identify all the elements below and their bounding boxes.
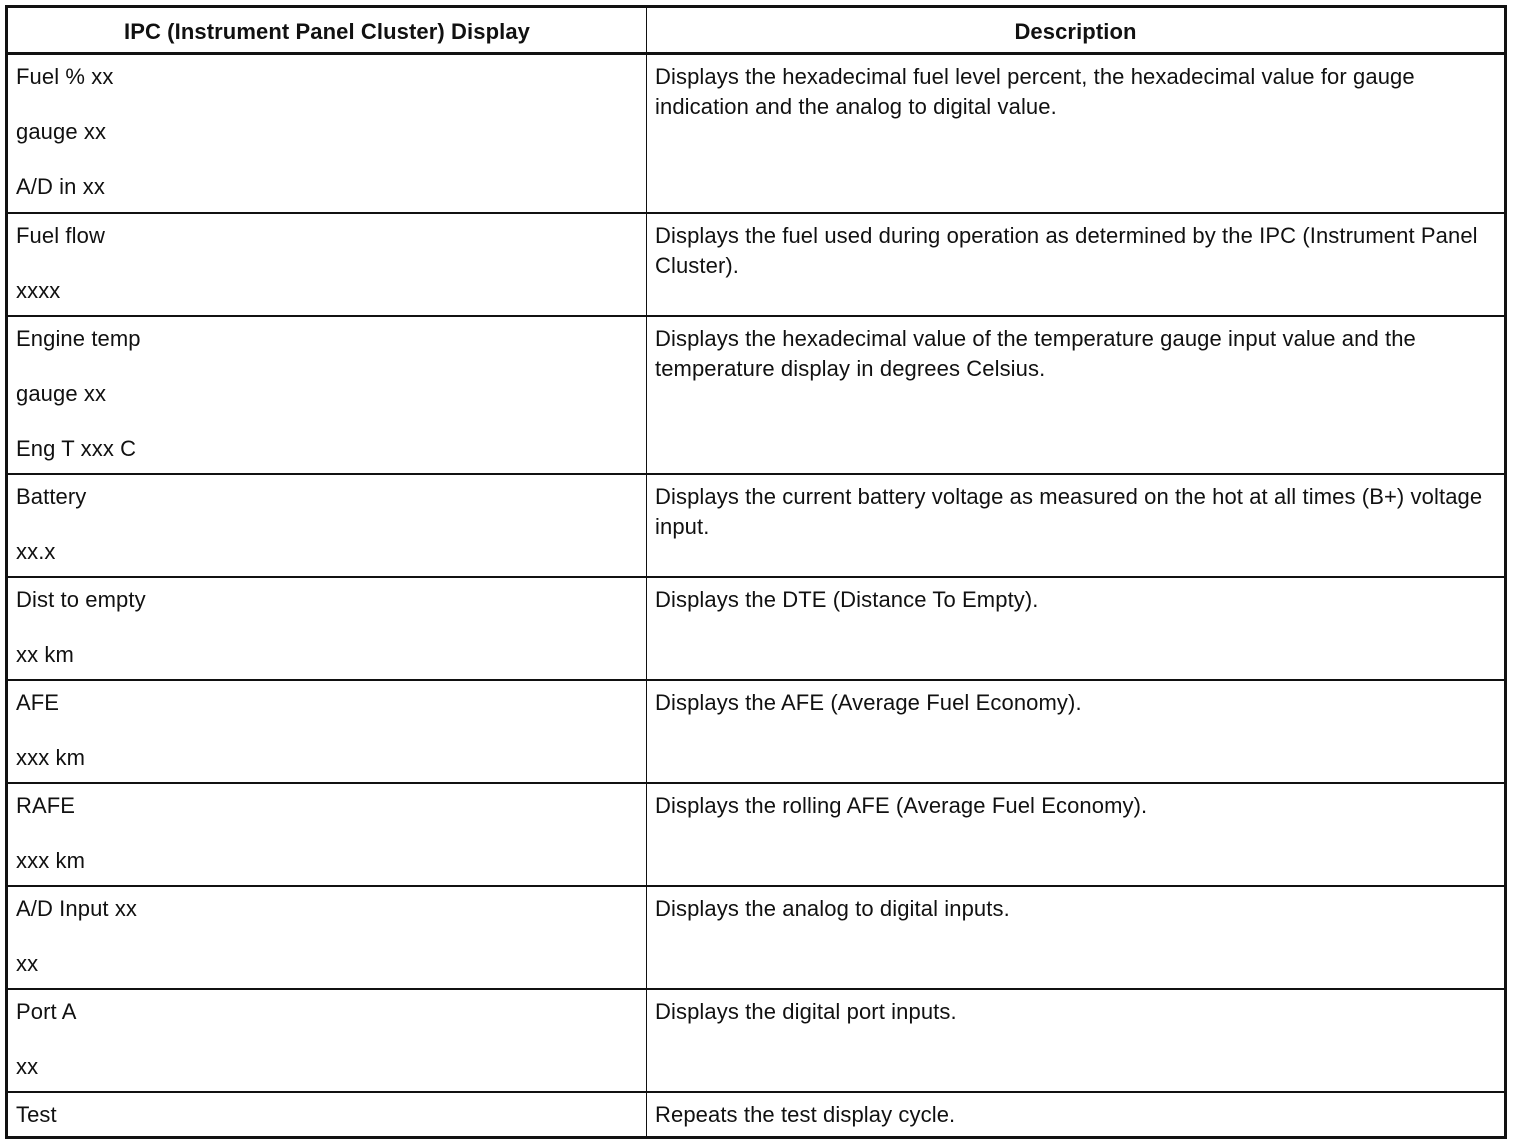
display-line: gauge xx	[16, 119, 107, 144]
display-line: xx	[16, 951, 39, 976]
ipc-display-table	[5, 5, 1507, 1139]
table-row-description: Displays the analog to digital inputs.	[647, 887, 1504, 990]
display-line: gauge xx	[16, 381, 107, 406]
display-line: xxx km	[16, 745, 86, 770]
display-line: AFE	[16, 690, 60, 715]
table-row-display	[8, 784, 647, 887]
display-line: A/D Input xx	[16, 896, 138, 921]
table-row-description: Displays the rolling AFE (Average Fuel Economy).	[647, 784, 1504, 887]
table-row-display	[8, 317, 647, 475]
table-row-display	[8, 214, 647, 317]
display-line: Battery	[16, 484, 87, 509]
table-row-display	[8, 475, 647, 578]
table-row-display	[8, 887, 647, 990]
table-row-description: Displays the DTE (Distance To Empty).	[647, 578, 1504, 681]
display-line: xx.x	[16, 539, 56, 564]
table-row-display	[8, 578, 647, 681]
table-row-description: Repeats the test display cycle.	[655, 1102, 956, 1127]
table-row-description: Displays the hexadecimal fuel level percent, the hexadecimal value for gauge indication and the analog to digital value.	[647, 55, 1504, 214]
table-row-description: Displays the hexadecimal value of the temperature gauge input value and the temperature display in degrees Celsius.	[647, 317, 1504, 475]
display-line: Eng T xxx C	[16, 436, 137, 461]
display-line: xx	[16, 1054, 39, 1079]
display-line: xxx km	[16, 848, 86, 873]
table-row-description: Displays the fuel used during operation as determined by the IPC (Instrument Panel Cluster).	[647, 214, 1504, 317]
display-line: Engine temp	[16, 326, 141, 351]
display-line: Port A	[16, 999, 77, 1024]
table-row-display	[8, 681, 647, 784]
display-line: Fuel % xx	[16, 64, 114, 89]
display-line: Dist to empty	[16, 587, 146, 612]
table-row-display	[8, 1093, 647, 1136]
column-header-description: Description	[647, 8, 1504, 55]
table-row-description: Displays the digital port inputs.	[647, 990, 1504, 1093]
table-row-display	[8, 990, 647, 1093]
display-line: Fuel flow	[16, 223, 105, 248]
column-header-display: IPC (Instrument Panel Cluster) Display	[8, 8, 647, 55]
table-row-display	[8, 55, 647, 214]
display-line: xx km	[16, 642, 74, 667]
display-line: Test	[16, 1102, 57, 1127]
display-line: A/D in xx	[16, 174, 105, 199]
table-row-description: Displays the AFE (Average Fuel Economy).	[647, 681, 1504, 784]
display-line: xxxx	[16, 278, 61, 303]
table-row-description: Displays the current battery voltage as measured on the hot at all times (B+) voltage input.	[647, 475, 1504, 578]
display-line: RAFE	[16, 793, 76, 818]
